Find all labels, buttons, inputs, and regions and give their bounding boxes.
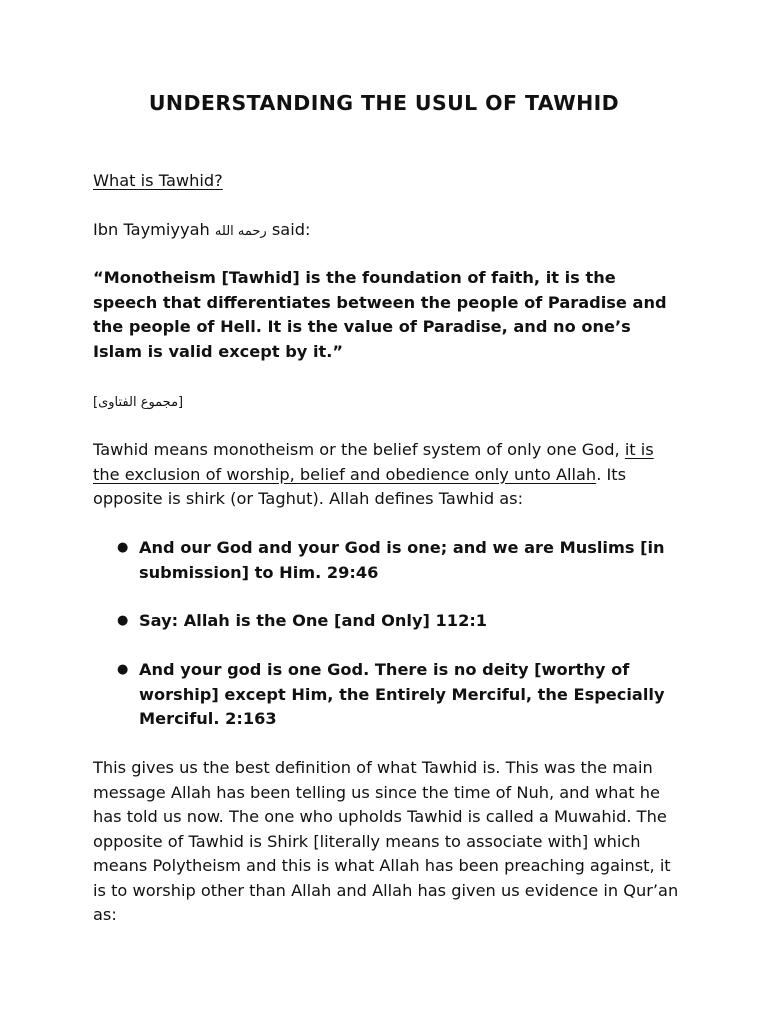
definition-part2: . Its opposite is shirk (or Taghut). Allah defines Tawhid as: <box>93 464 627 508</box>
bullet-icon: ● <box>117 540 129 555</box>
definition-part1: Tawhid means monotheism or the belief system of only one God, <box>93 440 625 459</box>
citation-text: [مجموع الفتاوى] <box>93 395 184 410</box>
intro-tail: said: <box>271 220 311 239</box>
list-item-text: And your god is one God. There is no deity [worthy of worship] except Him, the Entirely Merciful, the Especially Merciful. 2:163 <box>139 660 665 728</box>
document-title: UNDERSTANDING THE USUL OF TAWHID <box>148 91 620 115</box>
intro-line <box>93 218 683 245</box>
bullet-icon: ● <box>117 613 129 628</box>
list-item <box>93 658 683 732</box>
list-item-text: And our God and your God is one; and we are Muslims [in submission] to Him. 29:46 <box>139 538 665 582</box>
definition-underlined: it is the exclusion of worship, belief and obedience only unto Allah <box>93 440 654 484</box>
definition-paragraph <box>93 438 683 512</box>
arabic-honorific: رحمه الله <box>214 224 267 239</box>
citation <box>93 389 683 416</box>
bullet-icon: ● <box>117 662 129 677</box>
intro-lead: Ibn Taymiyyah <box>93 220 210 239</box>
list-item <box>93 609 683 634</box>
closing-paragraph: This gives us the best definition of what Tawhid is. This was the main message Allah has been telling us since the time of Nuh, and what he has told us now. The one who upholds Tawhid is called a Muwahid. The opposite of Tawhid is Shirk [literally means to associate with] which means Polytheism and this is what Allah has been preaching against, it is to worship other than Allah and Allah has given us evidence in Qur’an as: <box>93 758 679 924</box>
list-item-text: Say: Allah is the One [and Only] 112:1 <box>139 611 488 630</box>
quote-block: “Monotheism [Tawhid] is the foundation of faith, it is the speech that differentiates between the people of Paradise and the people of Hell. It is the value of Paradise, and no one’s Islam is valid except by it.” <box>93 268 667 361</box>
section-heading: What is Tawhid? <box>93 171 223 190</box>
list-item <box>93 536 683 585</box>
